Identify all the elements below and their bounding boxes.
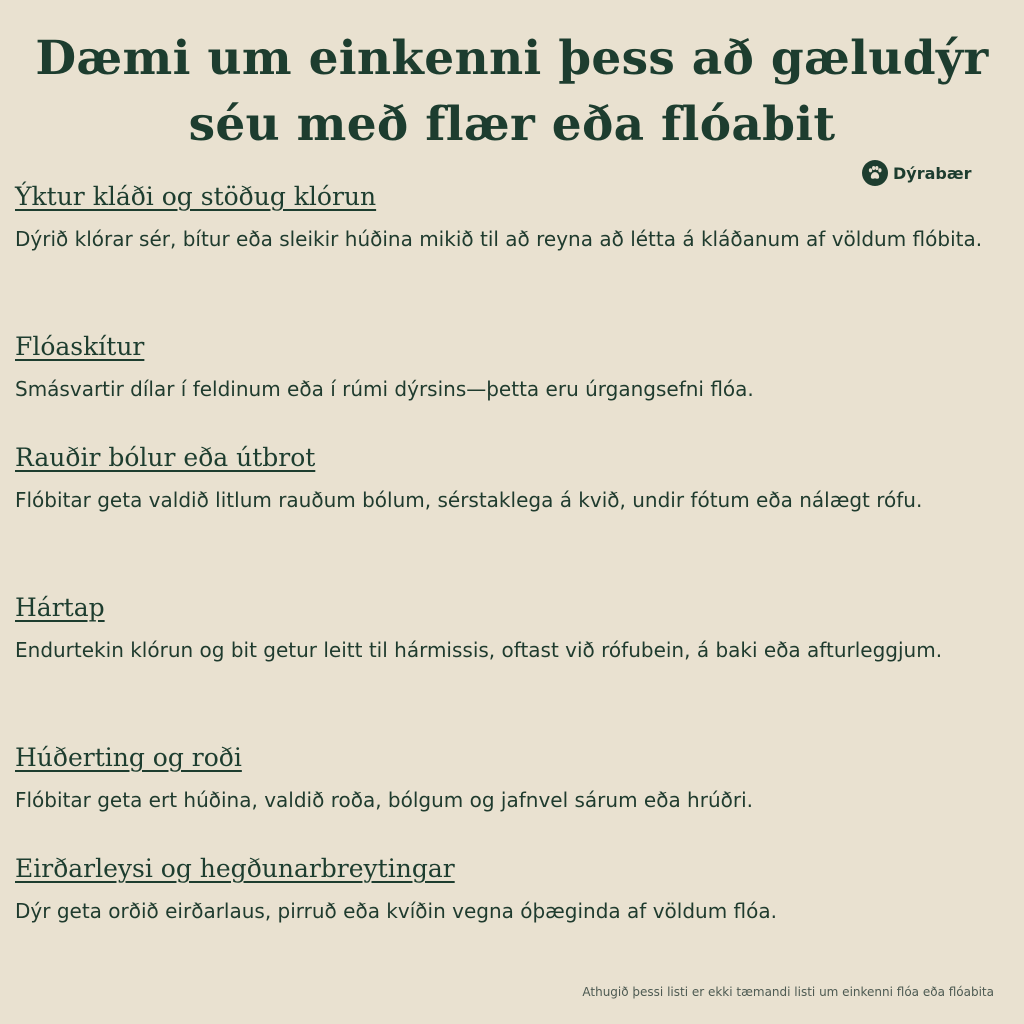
section-text: Flóbitar geta valdið litlum rauðum bólum, sérstaklega á kvið, undir fótum eða nálægt rófu. bbox=[15, 488, 923, 512]
section-heading: Eirðarleysi og hegðunarbreytingar bbox=[15, 854, 455, 883]
section-heading: Rauðir bólur eða útbrot bbox=[15, 443, 316, 472]
section-text: Endurtekin klórun og bit getur leitt til hármissis, oftast við rófubein, á baki eða afturleggjum. bbox=[15, 638, 943, 662]
section-heading: Flóaskítur bbox=[15, 332, 145, 361]
section-heading: Húðerting og roði bbox=[15, 743, 242, 772]
footnote: Athugið þessi listi er ekki tæmandi listi um einkenni flóa eða flóabita bbox=[582, 985, 994, 999]
section-text: Dýr geta orðið eirðarlaus, pirruð eða kvíðin vegna óþæginda af völdum flóa. bbox=[15, 899, 777, 923]
symptom-list bbox=[15, 178, 1005, 961]
symptom-hair-loss bbox=[15, 589, 1005, 739]
section-heading: Ýktur kláði og stöðug klórun bbox=[15, 182, 377, 211]
brand-name: Dýrabær bbox=[893, 163, 972, 183]
symptom-skin-irritation bbox=[15, 739, 1005, 850]
symptom-itching bbox=[15, 178, 1005, 328]
page-title: Dæmi um einkenni þess að gæludýr séu með flær eða flóabit bbox=[35, 31, 989, 152]
section-heading: Hártap bbox=[15, 593, 105, 622]
symptom-flea-dirt bbox=[15, 328, 1005, 439]
section-text: Smásvartir dílar í feldinum eða í rúmi dýrsins—þetta eru úrgangsefni flóa. bbox=[15, 377, 754, 401]
section-text: Dýrið klórar sér, bítur eða sleikir húðina mikið til að reyna að létta á kláðanum af völdum flóbita. bbox=[15, 227, 983, 251]
section-text: Flóbitar geta ert húðina, valdið roða, bólgum og jafnvel sárum eða hrúðri. bbox=[15, 788, 754, 812]
symptom-restlessness bbox=[15, 850, 1005, 961]
symptom-red-bumps bbox=[15, 439, 1005, 589]
